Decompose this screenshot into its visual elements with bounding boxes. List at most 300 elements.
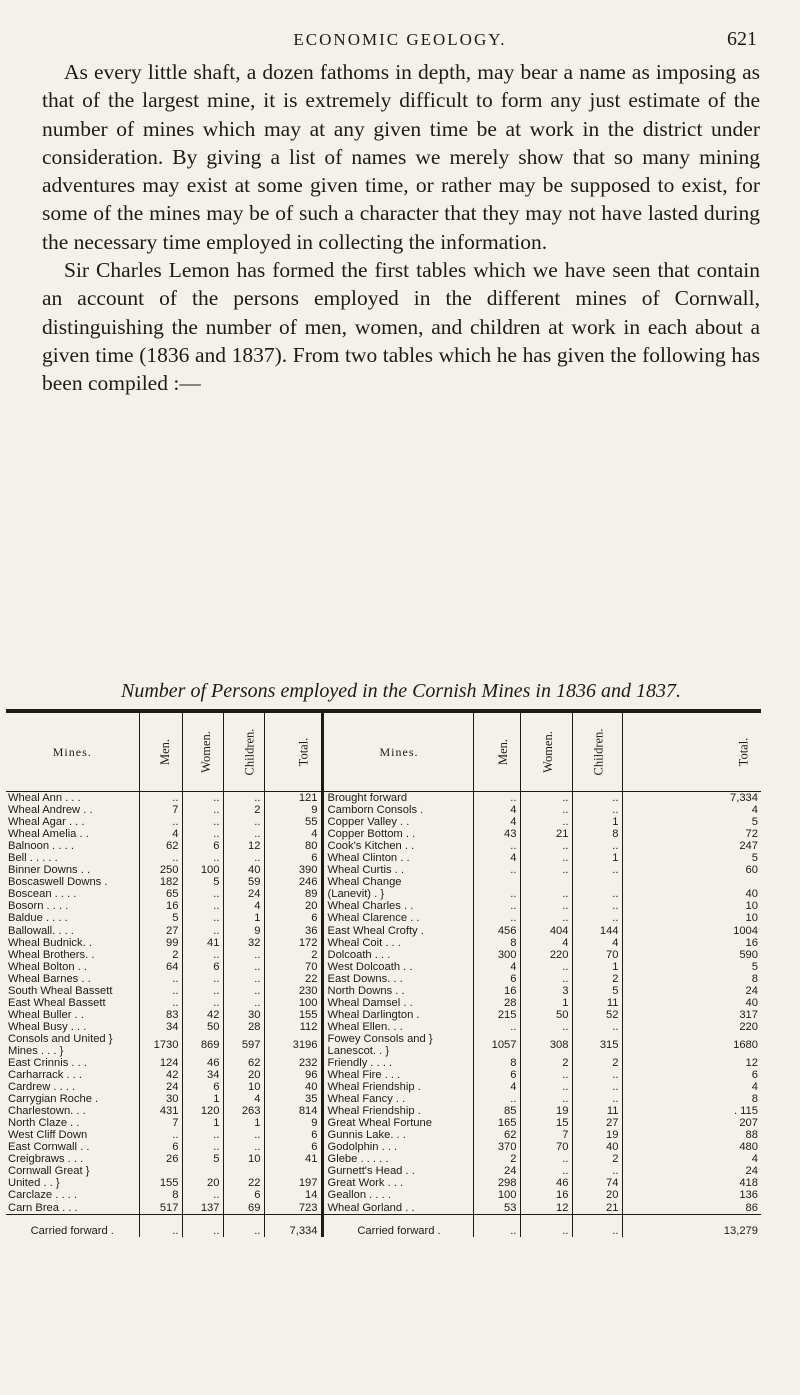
women-cell-left: ..	[182, 804, 223, 816]
table-row	[6, 1129, 761, 1141]
children-cell-left: 62	[223, 1057, 264, 1069]
women-cell-right: 46	[520, 1177, 572, 1189]
running-title: ECONOMIC GEOLOGY.	[293, 30, 507, 49]
women-cell-left: 6	[182, 840, 223, 852]
women-cell-right: ..	[520, 1021, 572, 1033]
mine-name-left: Balnoon . . . .	[8, 840, 74, 853]
mine-name-left: Binner Downs . .	[8, 864, 91, 877]
mine-name-right: Wheal Charles . .	[322, 900, 473, 912]
women-cell-right: ..	[520, 1081, 572, 1093]
mine-name-left	[6, 1033, 139, 1057]
men-cell-left: 155	[139, 1177, 182, 1189]
men-cell-right: 4	[473, 804, 520, 816]
table-footer-row	[6, 1214, 761, 1237]
children-cell-right: ..	[572, 888, 622, 900]
footer-label-right: Carried forward .	[322, 1214, 473, 1237]
footer-total-left: 7,334	[264, 1214, 322, 1237]
women-cell-right: 308	[520, 1033, 572, 1057]
total-cell-left: 6	[264, 1129, 322, 1141]
footer-children-left: ..	[223, 1214, 264, 1237]
women-cell-right: 404	[520, 925, 572, 937]
women-cell-right: ..	[520, 961, 572, 973]
total-cell-left: 100	[264, 997, 322, 1009]
total-cell-left: 89	[264, 888, 322, 900]
mine-name-right: Wheal Damsel . .	[322, 997, 473, 1009]
header-total-left: Total.	[296, 737, 311, 766]
mine-name-left: Bell . . . . .	[8, 852, 58, 865]
women-cell-left: ..	[182, 1189, 223, 1201]
table-row	[6, 828, 761, 840]
children-cell-right: 11	[572, 997, 622, 1009]
men-cell-left: 83	[139, 1009, 182, 1021]
women-cell-left: ..	[182, 900, 223, 912]
table-row	[6, 1057, 761, 1069]
men-cell-left: 250	[139, 864, 182, 876]
total-cell-right: 24	[622, 985, 761, 997]
total-cell-right: 590	[622, 949, 761, 961]
women-cell-right: ..	[520, 792, 572, 805]
children-cell-left: 20	[223, 1069, 264, 1081]
men-cell-left: 62	[139, 840, 182, 852]
men-cell-right: ..	[473, 840, 520, 852]
women-cell-left: 50	[182, 1021, 223, 1033]
table-row	[6, 1033, 761, 1057]
total-cell-left	[264, 1165, 322, 1177]
mine-name-left: Wheal Ann . . .	[8, 792, 81, 805]
women-cell-right: 21	[520, 828, 572, 840]
men-cell-left: 4	[139, 828, 182, 840]
total-cell-left: 246	[264, 876, 322, 888]
mine-name-right: Friendly . . . .	[322, 1057, 473, 1069]
table-row	[6, 1117, 761, 1129]
children-cell-right: ..	[572, 1021, 622, 1033]
total-cell-left: 9	[264, 804, 322, 816]
men-cell-right: 165	[473, 1117, 520, 1129]
women-cell-right: 15	[520, 1117, 572, 1129]
women-cell-left: 6	[182, 1081, 223, 1093]
mine-name-left: North Claze . .	[8, 1117, 80, 1130]
men-cell-left: 182	[139, 876, 182, 888]
men-cell-right: 16	[473, 985, 520, 997]
men-cell-right: 53	[473, 1202, 520, 1215]
women-cell-right: 3	[520, 985, 572, 997]
men-cell-left: 1730	[139, 1033, 182, 1057]
children-cell-left: 9	[223, 925, 264, 937]
footer-label-left: Carried forward .	[6, 1214, 139, 1237]
footer-total-right: 13,279	[622, 1214, 761, 1237]
children-cell-right: ..	[572, 792, 622, 805]
header-women-right: Women.	[540, 730, 555, 773]
total-cell-right: 72	[622, 828, 761, 840]
mine-name-left: Wheal Buller . .	[8, 1008, 84, 1021]
table-row	[6, 973, 761, 985]
total-cell-right: 136	[622, 1189, 761, 1201]
children-cell-left: 30	[223, 1009, 264, 1021]
mine-name-left: East Wheal Bassett	[8, 996, 106, 1009]
table-row	[6, 937, 761, 949]
mine-name-left: East Cornwall . .	[8, 1141, 90, 1154]
total-cell-left: 22	[264, 973, 322, 985]
mine-name-right: Wheal Curtis . .	[322, 864, 473, 876]
mine-name-left: Carn Brea . . .	[8, 1201, 78, 1214]
mine-name-right: Dolcoath . . .	[322, 949, 473, 961]
total-cell-left: 70	[264, 961, 322, 973]
total-cell-right: 16	[622, 937, 761, 949]
men-cell-left: ..	[139, 852, 182, 864]
footer-men-left: ..	[139, 1214, 182, 1237]
women-cell-left: ..	[182, 852, 223, 864]
children-cell-left: 6	[223, 1189, 264, 1201]
children-cell-right: 19	[572, 1129, 622, 1141]
mine-name-right: (Lanevit) . }	[322, 888, 473, 900]
table-row	[6, 1081, 761, 1093]
total-cell-right: 418	[622, 1177, 761, 1189]
children-cell-left: ..	[223, 973, 264, 985]
men-cell-left: 64	[139, 961, 182, 973]
mine-name-left: Wheal Amelia . .	[8, 828, 89, 841]
women-cell-right: 4	[520, 937, 572, 949]
women-cell-right: 19	[520, 1105, 572, 1117]
men-cell-left: ..	[139, 792, 182, 805]
table-row	[6, 1189, 761, 1201]
total-cell-left: 155	[264, 1009, 322, 1021]
total-cell-left: 14	[264, 1189, 322, 1201]
table-row	[6, 864, 761, 876]
mines-table-wrapper	[6, 709, 761, 1237]
men-cell-right: 24	[473, 1165, 520, 1177]
men-cell-right: 8	[473, 1057, 520, 1069]
children-cell-right: ..	[572, 900, 622, 912]
children-cell-left: 12	[223, 840, 264, 852]
total-cell-left: 4	[264, 828, 322, 840]
men-cell-right: ..	[473, 1093, 520, 1105]
men-cell-right: ..	[473, 912, 520, 924]
total-cell-right: 4	[622, 1153, 761, 1165]
mine-name-left: Wheal Budnick. .	[8, 936, 92, 949]
men-cell-right: 4	[473, 816, 520, 828]
women-cell-right: ..	[520, 1093, 572, 1105]
mine-name-left: Wheal Brothers. .	[8, 948, 95, 961]
children-cell-right: 2	[572, 1153, 622, 1165]
children-cell-right: 21	[572, 1202, 622, 1215]
mine-name-right: Gurnett's Head . .	[322, 1165, 473, 1177]
men-cell-right: 1057	[473, 1033, 520, 1057]
header-children-right: Children.	[590, 728, 605, 775]
children-cell-right: 5	[572, 985, 622, 997]
men-cell-right	[473, 876, 520, 888]
men-cell-left: 124	[139, 1057, 182, 1069]
table-row	[6, 1105, 761, 1117]
table-row	[6, 997, 761, 1009]
mine-name-right: Cook's Kitchen . .	[322, 840, 473, 852]
men-cell-left: 26	[139, 1153, 182, 1165]
children-cell-left	[223, 1165, 264, 1177]
men-cell-left	[139, 1165, 182, 1177]
women-cell-right	[520, 876, 572, 888]
men-cell-left: 34	[139, 1021, 182, 1033]
children-cell-right: 4	[572, 937, 622, 949]
total-cell-right: 86	[622, 1202, 761, 1215]
children-cell-right: ..	[572, 912, 622, 924]
men-cell-right: 456	[473, 925, 520, 937]
mines-table	[6, 713, 761, 1237]
men-cell-left: 16	[139, 900, 182, 912]
total-cell-right: 24	[622, 1165, 761, 1177]
total-cell-right: 247	[622, 840, 761, 852]
women-cell-right: ..	[520, 816, 572, 828]
men-cell-right: 85	[473, 1105, 520, 1117]
table-body	[6, 792, 761, 1215]
children-cell-left: 40	[223, 864, 264, 876]
children-cell-left: 1	[223, 912, 264, 924]
table-row	[6, 900, 761, 912]
total-cell-left: 723	[264, 1202, 322, 1215]
children-cell-left: 10	[223, 1081, 264, 1093]
mine-name-right: Brought forward	[322, 792, 473, 805]
children-cell-left: 59	[223, 876, 264, 888]
table-row	[6, 1009, 761, 1021]
mine-name-right: Great Work . . .	[322, 1177, 473, 1189]
men-cell-left: 65	[139, 888, 182, 900]
women-cell-right: ..	[520, 1165, 572, 1177]
total-cell-right: 40	[622, 888, 761, 900]
men-cell-left: 99	[139, 937, 182, 949]
mine-name-right: Wheal Friendship .	[322, 1105, 473, 1117]
women-cell-right: ..	[520, 840, 572, 852]
body-text	[42, 58, 760, 398]
women-cell-left: 100	[182, 864, 223, 876]
table-row	[6, 1165, 761, 1177]
children-cell-right: 1	[572, 816, 622, 828]
mine-name-left: Carclaze . . . .	[8, 1189, 78, 1202]
men-cell-left: 27	[139, 925, 182, 937]
women-cell-left: ..	[182, 949, 223, 961]
total-cell-left: 96	[264, 1069, 322, 1081]
paragraph-1: As every little shaft, a dozen fathoms in depth, may bear a name as imposing as that of the largest mine, it is extremely difficult to form any just estimate of the number of mines which may at any given time be at work in the district under consideration. By giving a list of names we merely show that so many mining adventures may exist at some given time, or rather may be supposed to exist, for some of the mines may be of such a character that they may not have lasted during the necessary time employed in collecting the information.	[42, 60, 760, 254]
table-row	[6, 1153, 761, 1165]
children-cell-right: 74	[572, 1177, 622, 1189]
women-cell-left: 137	[182, 1202, 223, 1215]
men-cell-right: ..	[473, 864, 520, 876]
children-cell-left: ..	[223, 997, 264, 1009]
women-cell-left: ..	[182, 973, 223, 985]
children-cell-left: ..	[223, 816, 264, 828]
header-mines-left: Mines.	[6, 713, 139, 792]
men-cell-left: ..	[139, 973, 182, 985]
mine-name-left: Wheal Busy . . .	[8, 1020, 87, 1033]
total-cell-left: 6	[264, 852, 322, 864]
mine-name-right: Wheal Fancy . .	[322, 1093, 473, 1105]
mine-name-right: Camborn Consols .	[322, 804, 473, 816]
men-cell-left: 24	[139, 1081, 182, 1093]
men-cell-right: 300	[473, 949, 520, 961]
mine-name-right: Geallon . . . .	[322, 1189, 473, 1201]
total-cell-right: 10	[622, 912, 761, 924]
total-cell-right: . 115	[622, 1105, 761, 1117]
mine-name-right: Wheal Change	[322, 876, 473, 888]
total-cell-right: 60	[622, 864, 761, 876]
table-row	[6, 792, 761, 805]
men-cell-right: 370	[473, 1141, 520, 1153]
total-cell-right: 5	[622, 852, 761, 864]
women-cell-left	[182, 1165, 223, 1177]
men-cell-right: 4	[473, 961, 520, 973]
women-cell-right: 16	[520, 1189, 572, 1201]
men-cell-left: ..	[139, 1129, 182, 1141]
total-cell-right: 40	[622, 997, 761, 1009]
mine-name-right: Wheal Clarence . .	[322, 912, 473, 924]
total-cell-right: 1004	[622, 925, 761, 937]
children-cell-left: 32	[223, 937, 264, 949]
table-row	[6, 840, 761, 852]
children-cell-right: 144	[572, 925, 622, 937]
men-cell-right: ..	[473, 1021, 520, 1033]
men-cell-right: 4	[473, 1081, 520, 1093]
total-cell-left: 20	[264, 900, 322, 912]
children-cell-left: 597	[223, 1033, 264, 1057]
women-cell-right: ..	[520, 1069, 572, 1081]
mine-name-right: Great Wheal Fortune	[322, 1117, 473, 1129]
women-cell-left: ..	[182, 985, 223, 997]
men-cell-left: 2	[139, 949, 182, 961]
children-cell-right: ..	[572, 1093, 622, 1105]
mine-name-right: Copper Bottom . .	[322, 828, 473, 840]
header-men-left: Men.	[158, 738, 173, 765]
children-cell-right: 40	[572, 1141, 622, 1153]
total-cell-right: 480	[622, 1141, 761, 1153]
header-men-right: Men.	[496, 738, 511, 765]
men-cell-right: 2	[473, 1153, 520, 1165]
total-cell-right: 220	[622, 1021, 761, 1033]
page-number: 621	[727, 28, 757, 50]
children-cell-right: ..	[572, 1081, 622, 1093]
men-cell-right: 62	[473, 1129, 520, 1141]
women-cell-right: ..	[520, 900, 572, 912]
women-cell-left: 5	[182, 1153, 223, 1165]
total-cell-left: 390	[264, 864, 322, 876]
children-cell-right: 11	[572, 1105, 622, 1117]
men-cell-left: ..	[139, 997, 182, 1009]
table-row	[6, 816, 761, 828]
women-cell-left: ..	[182, 925, 223, 937]
mine-name-left: West Cliff Down	[8, 1129, 88, 1142]
men-cell-right: 6	[473, 1069, 520, 1081]
children-cell-left: 263	[223, 1105, 264, 1117]
total-cell-left: 172	[264, 937, 322, 949]
mine-name-right: Wheal Gorland . .	[322, 1202, 473, 1215]
total-cell-left: 6	[264, 1141, 322, 1153]
women-cell-left: 6	[182, 961, 223, 973]
women-cell-left: 5	[182, 876, 223, 888]
mine-name-right: Copper Valley . .	[322, 816, 473, 828]
mine-name-right: Glebe . . . . .	[322, 1153, 473, 1165]
women-cell-left: 869	[182, 1033, 223, 1057]
children-cell-left: ..	[223, 852, 264, 864]
children-cell-left: ..	[223, 949, 264, 961]
mine-name-line-2: Lanescot. . }	[327, 1044, 390, 1057]
children-cell-right: 8	[572, 828, 622, 840]
paragraph-2: Sir Charles Lemon has formed the first tables which we have seen that contain an account of the persons employed in the different mines of Cornwall, distinguishing the number of men, women, and children at work in each about a given time (1836 and 1837). From two tables which he has given the following has been compiled :—	[42, 258, 760, 396]
table-row	[6, 1069, 761, 1081]
mine-name-left: East Crinnis . . .	[8, 1056, 87, 1069]
men-cell-right: 215	[473, 1009, 520, 1021]
women-cell-left: ..	[182, 888, 223, 900]
children-cell-left: ..	[223, 961, 264, 973]
mine-name-line-1: Consols and United }	[8, 1032, 113, 1045]
children-cell-right: ..	[572, 864, 622, 876]
total-cell-left: 197	[264, 1177, 322, 1189]
men-cell-right: ..	[473, 792, 520, 805]
total-cell-left: 55	[264, 816, 322, 828]
total-cell-right: 317	[622, 1009, 761, 1021]
footer-women-left: ..	[182, 1214, 223, 1237]
women-cell-right: ..	[520, 912, 572, 924]
women-cell-right: 12	[520, 1202, 572, 1215]
mine-name-right: Wheal Ellen. . .	[322, 1021, 473, 1033]
total-cell-left: 41	[264, 1153, 322, 1165]
men-cell-left: 7	[139, 804, 182, 816]
total-cell-left: 112	[264, 1021, 322, 1033]
children-cell-right: 27	[572, 1117, 622, 1129]
women-cell-left: ..	[182, 792, 223, 805]
women-cell-left: ..	[182, 816, 223, 828]
women-cell-left: 120	[182, 1105, 223, 1117]
mine-name-left: Wheal Bolton . .	[8, 960, 87, 973]
table-row	[6, 888, 761, 900]
total-cell-left: 35	[264, 1093, 322, 1105]
table-row	[6, 804, 761, 816]
children-cell-right: 20	[572, 1189, 622, 1201]
children-cell-right: 315	[572, 1033, 622, 1057]
total-cell-left: 232	[264, 1057, 322, 1069]
women-cell-left: ..	[182, 912, 223, 924]
mine-name-right	[322, 1033, 473, 1057]
total-cell-right: 8	[622, 1093, 761, 1105]
total-cell-right: 88	[622, 1129, 761, 1141]
men-cell-right: 6	[473, 973, 520, 985]
table-row	[6, 876, 761, 888]
children-cell-right: 2	[572, 973, 622, 985]
men-cell-right: 4	[473, 852, 520, 864]
total-cell-left: 2	[264, 949, 322, 961]
women-cell-left: 42	[182, 1009, 223, 1021]
table-row	[6, 912, 761, 924]
total-cell-right: 1680	[622, 1033, 761, 1057]
children-cell-left: 10	[223, 1153, 264, 1165]
mine-name-right: East Downs. . .	[322, 973, 473, 985]
total-cell-left: 814	[264, 1105, 322, 1117]
table-row	[6, 1093, 761, 1105]
table-row	[6, 1202, 761, 1215]
women-cell-right: 1	[520, 997, 572, 1009]
header-women-left: Women.	[198, 730, 213, 773]
table-row	[6, 1177, 761, 1189]
mine-name-left: Carrygian Roche .	[8, 1093, 99, 1106]
header-children-left: Children.	[241, 728, 256, 775]
mine-name-left: Charlestown. . .	[8, 1105, 86, 1118]
men-cell-left: 517	[139, 1202, 182, 1215]
total-cell-left: 230	[264, 985, 322, 997]
women-cell-right: ..	[520, 852, 572, 864]
women-cell-right: ..	[520, 888, 572, 900]
women-cell-left: 1	[182, 1117, 223, 1129]
total-cell-left: 121	[264, 792, 322, 805]
table-header-row	[6, 713, 761, 792]
women-cell-right: 7	[520, 1129, 572, 1141]
header-mines-right: Mines.	[322, 713, 473, 792]
total-cell-left: 40	[264, 1081, 322, 1093]
women-cell-left: 20	[182, 1177, 223, 1189]
